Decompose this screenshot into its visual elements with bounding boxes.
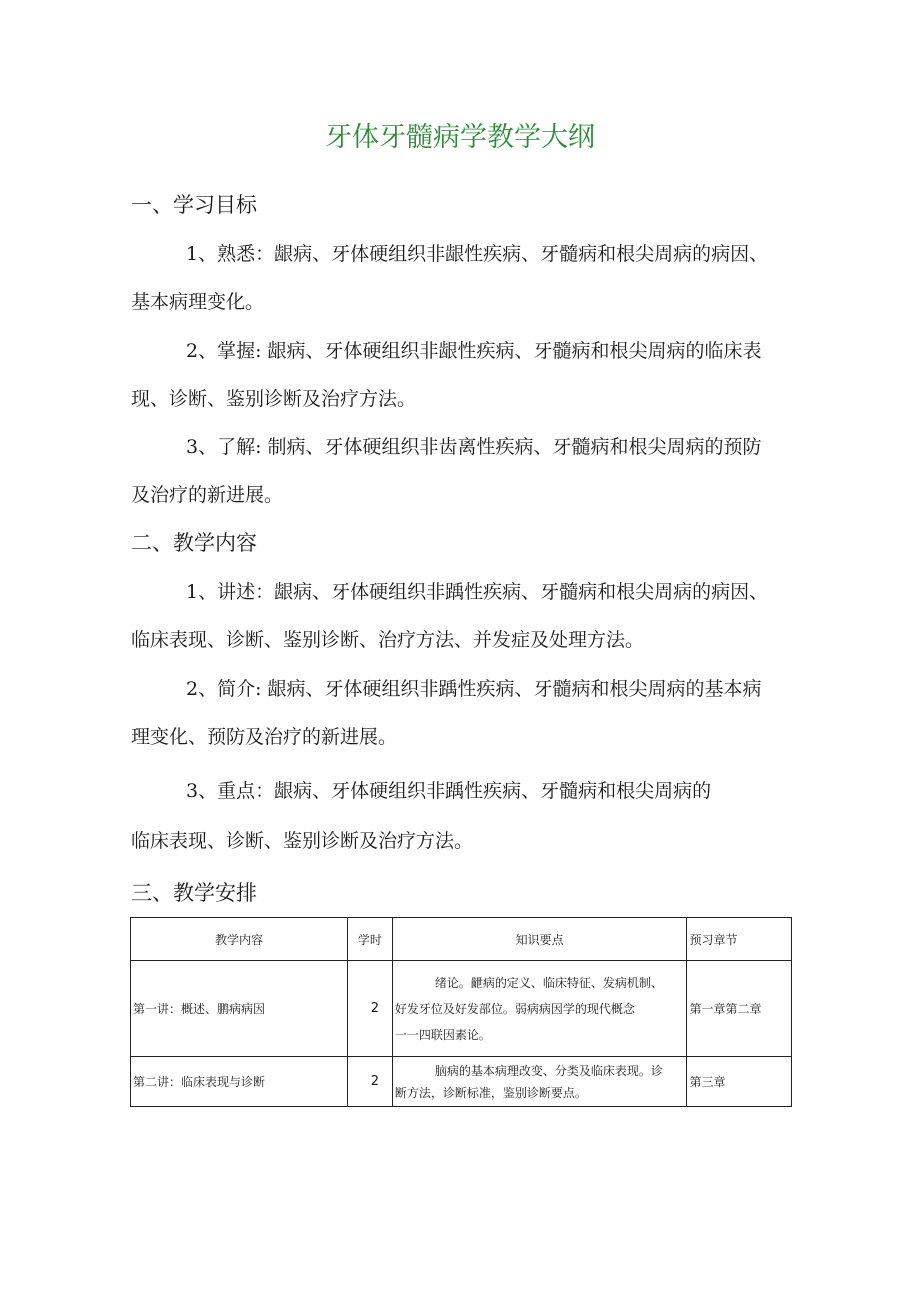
table-row: [131, 961, 792, 1057]
row-chapter: 第三章: [687, 1057, 792, 1107]
objective-1-line-1: 1、熟悉：龈病、牙体硬组织非龈性疾病、牙髓病和根尖周病的病因、: [186, 243, 769, 265]
row-points: [392, 961, 687, 1057]
section-heading-content: 二、教学内容: [131, 531, 257, 555]
content-1-line-1: 1、讲述：龈病、牙体硬组织非踽性疾病、牙髓病和根尖周病的病因、: [186, 581, 769, 603]
content-3-line-2: 临床表现、诊断、鉴别诊断及治疗方法。: [131, 830, 474, 852]
content-3-line-1: 3、重点：龈病、牙体硬组织非踽性疾病、牙髓病和根尖周病的: [186, 780, 712, 802]
content-2-line-2: 理变化、预防及治疗的新进展。: [131, 726, 398, 748]
row-points-line: 绪论。齛病的定义、临床特征、发病机制、: [434, 975, 663, 990]
document-title: 牙体牙髓病学教学大纲: [325, 122, 595, 153]
row-points-line: 断方法，诊断标准，鉴别诊断要点。: [394, 1085, 587, 1100]
table-header-row: [131, 918, 792, 961]
header-content: 教学内容: [131, 918, 348, 961]
header-hours: 学时: [347, 918, 392, 961]
row-points-line: 脑病的基本病理改变、分类及临床表现。诊: [434, 1063, 663, 1078]
header-points: 知识要点: [392, 918, 687, 961]
objective-3-line-1: 3、了解: 制病、牙体硬组织非齿离性疾病、牙髓病和根尖周病的预防: [186, 436, 762, 458]
row-hours: 2: [347, 1057, 392, 1107]
content-1-line-2: 临床表现、诊断、鉴别诊断、治疗方法、并发症及处理方法。: [131, 629, 645, 651]
row-points-line: 一一四联因素论。: [394, 1027, 491, 1042]
objective-1-line-2: 基本病理变化。: [131, 291, 265, 313]
row-points-line: 好发牙位及好发部位。弱病病因学的现代概念: [394, 1001, 635, 1016]
objective-3-line-2: 及治疗的新进展。: [131, 484, 284, 506]
schedule-table: [130, 917, 792, 1107]
header-chapter: 预习章节: [687, 918, 792, 961]
row-content: 第一讲：概述、鹏病病因: [131, 961, 348, 1057]
table-row: [131, 1057, 792, 1107]
objective-2-line-2: 现、诊断、鉴别诊断及治疗方法。: [131, 388, 417, 410]
row-points: [392, 1057, 687, 1107]
section-heading-objectives: 一、学习目标: [131, 193, 257, 217]
row-content: 第二讲：临床表现与诊断: [131, 1057, 348, 1107]
row-chapter: 第一章第二章: [687, 961, 792, 1057]
row-hours: 2: [347, 961, 392, 1057]
content-2-line-1: 2、简介: 龈病、牙体硬组织非踽性疾病、牙髓病和根尖周病的基本病: [186, 678, 762, 700]
section-heading-schedule: 三、教学安排: [131, 881, 257, 905]
objective-2-line-1: 2、掌握: 龈病、牙体硬组织非龈性疾病、牙髓病和根尖周病的临床表: [186, 340, 762, 362]
